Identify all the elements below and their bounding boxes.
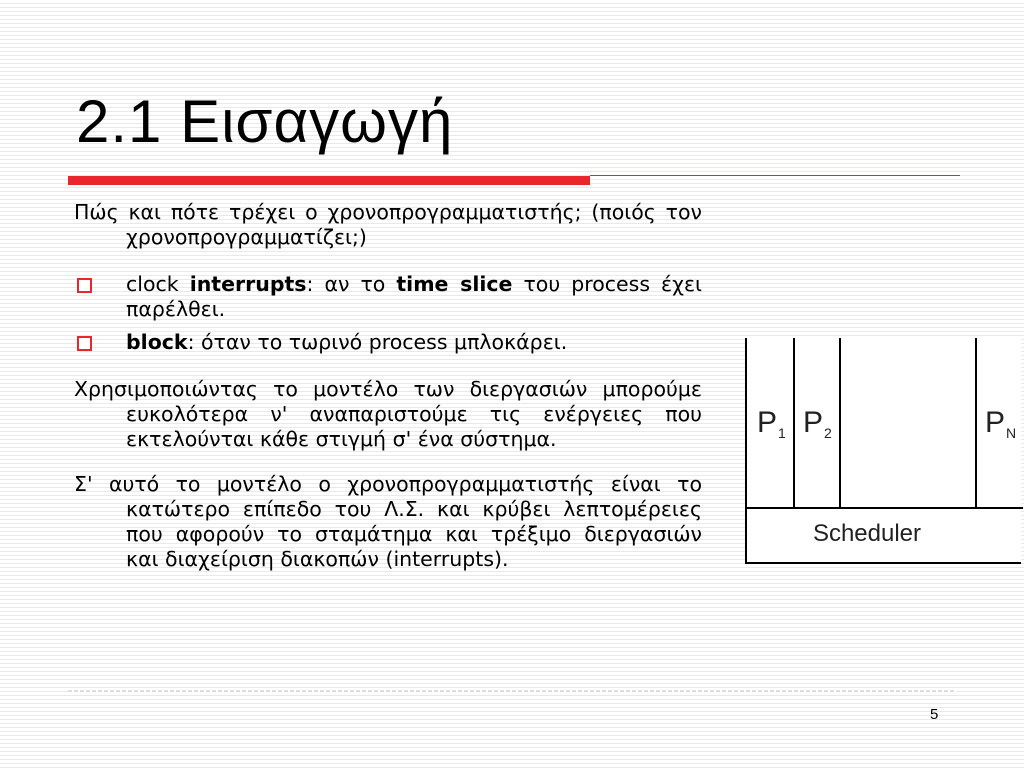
process-label-pn: $P_N$ (985, 406, 1017, 441)
square-bullet-icon (77, 336, 92, 351)
process-divider (975, 338, 977, 508)
intro-paragraph: Πώς και πότε τρέχει ο χρονοπρογραμματιστής; (ποιός τον χρονοπρογραμματίζει;) (74, 200, 702, 249)
slide-title: 2.1 Εισαγωγή (76, 88, 454, 155)
process-divider (793, 338, 795, 508)
process-label-p1: $P_1$ (757, 406, 786, 441)
scheduler-label: Scheduler (812, 520, 922, 547)
slide-body (74, 200, 702, 572)
process-label-p2: $P_2$ (803, 406, 832, 441)
square-bullet-icon (77, 278, 92, 293)
bullet-clock-interrupts: clock interrupts: αν το time slice του process έχει παρέλθει. (74, 272, 702, 322)
page-number: 5 (930, 706, 939, 723)
title-underline-thick (68, 176, 590, 185)
scheduler-divider (747, 507, 1023, 509)
process-divider (839, 338, 841, 508)
bullet-block: block: όταν το τωρινό process μπλοκάρει. (74, 330, 702, 355)
title-underline-thin (590, 175, 960, 176)
scheduler-diagram (745, 338, 1021, 564)
scheduler-paragraph: Σ' αυτό το μοντέλο ο χρονοπρογραμματιστής είναι το κατώτερο επίπεδο του Λ.Σ. και κρύβει λεπτομέρειες που αφορούν το σταμάτημα και τρέξιμο διεργασιών και διαχείριση διακοπών (interrupts). (74, 472, 702, 571)
process-model-paragraph: Χρησιμοποιώντας το μοντέλο των διεργασιών μπορούμε ευκολότερα ν' αναπαριστούμε τις ενέργειες που εκτελούνται κάθε στιγμή σ' ένα σύστημα. (74, 377, 702, 451)
footer-rule (68, 690, 956, 692)
